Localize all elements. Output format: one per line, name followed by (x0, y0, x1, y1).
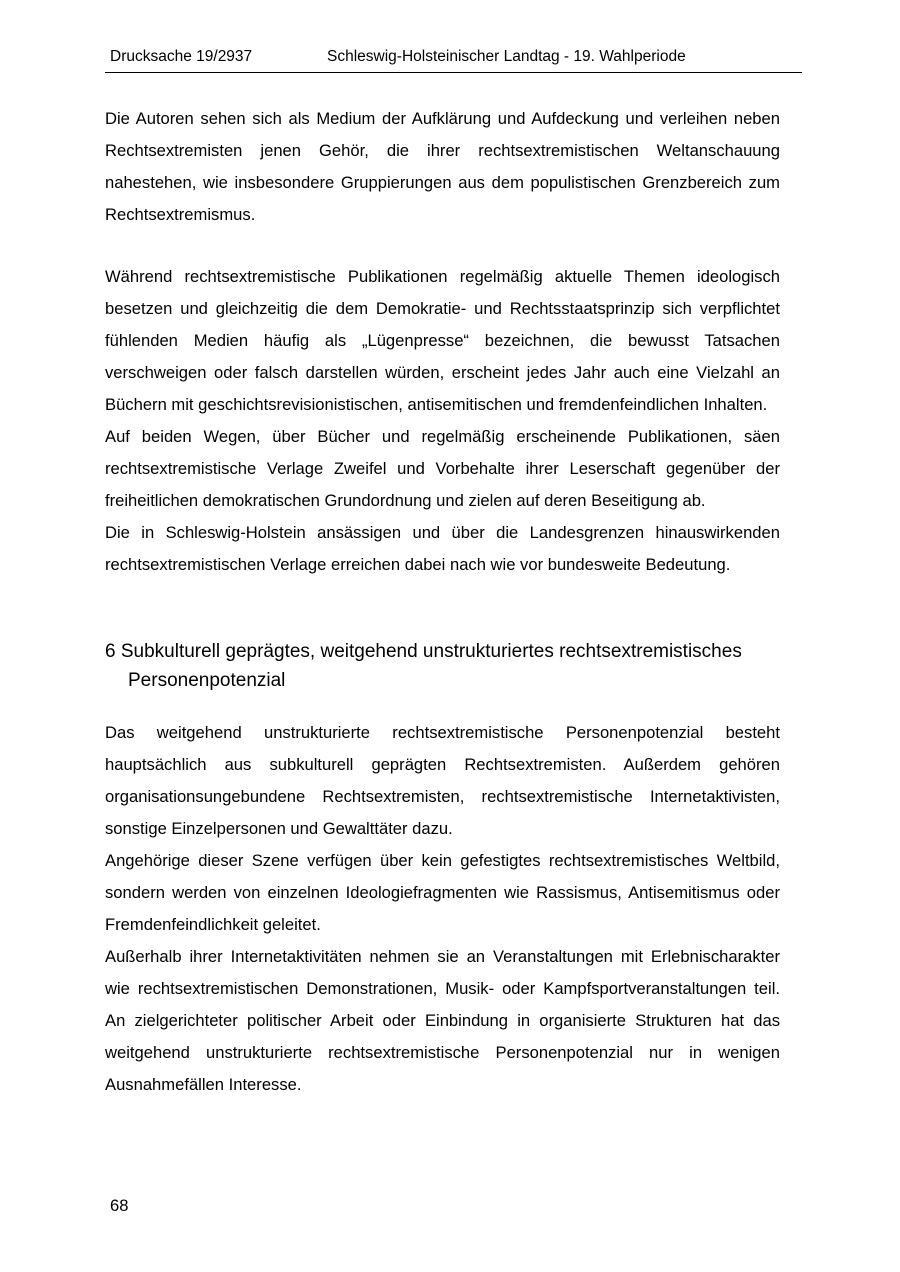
section-6-heading: 6 Subkulturell geprägtes, weitgehend unstrukturiertes rechtsextremistisches Personenpotenzial (105, 641, 742, 691)
section-heading-wrap (105, 637, 780, 695)
header-parliament-title: Schleswig-Holsteinischer Landtag - 19. Wahlperiode (327, 48, 686, 65)
header-drucksache-number: Drucksache 19/2937 (110, 48, 253, 65)
paragraph-publications-ideology: Während rechtsextremistische Publikationen regelmäßig aktuelle Themen ideologisch besetzen und gleichzeitig die dem Demokratie- und Rechtsstaatsprinzip sich verpflichtet fühlenden Medien häufig als „Lügenpresse“ bezeichnen, die bewusst Tatsachen verschweigen oder falsch darstellen würden, erscheint jedes Jahr auch eine Vielzahl an Büchern mit geschichtsrevisionistischen, antisemitischen und fremdenfeindlichen Inhalten. (105, 267, 780, 414)
running-head (105, 47, 780, 81)
paragraph-unstructured-potential: Das weitgehend unstrukturierte rechtsextremistische Personenpotenzial besteht hauptsächlich aus subkulturell geprägten Rechtsextremisten. Außerdem gehören organisationsungebundene Rechtsextremisten, rechtsextremistische Internetaktivisten, sonstige Einzelpersonen und Gewalttäter dazu. (105, 723, 780, 838)
page-content (105, 0, 780, 1101)
page-number: 68 (110, 1196, 129, 1215)
paragraph-schleswig-holstein-publishers: Die in Schleswig-Holstein ansässigen und über die Landesgrenzen hinauswirkenden rechtsextremistischen Verlage erreichen dabei nach wie vor bundesweite Bedeutung. (105, 523, 780, 574)
body-text (105, 103, 780, 1101)
header-rule (105, 72, 802, 73)
paragraph-scene-worldview: Angehörige dieser Szene verfügen über kein gefestigtes rechtsextremistisches Weltbild, sondern werden von einzelnen Ideologiefragmenten wie Rassismus, Antisemitismus oder Fremdenfeindlichkeit geleitet. (105, 851, 780, 934)
paragraph-events-outside-internet: Außerhalb ihrer Internetaktivitäten nehmen sie an Veranstaltungen mit Erlebnischarakter wie rechtsextremistischen Demonstrationen, Musik- oder Kampfsportveranstaltungen teil. An zielgerichteter politischer Arbeit oder Einbindung in organisierte Strukturen hat das weitgehend unstrukturierte rechtsextremistische Personenpotenzial nur in wenigen Ausnahmefällen Interesse. (105, 947, 780, 1094)
paragraph-authors-medium: Die Autoren sehen sich als Medium der Aufklärung und Aufdeckung und verleihen neben Rechtsextremisten jenen Gehör, die ihrer rechtsextremistischen Weltanschauung nahestehen, wie insbesondere Gruppierungen aus dem populistischen Grenzbereich zum Rechtsextremismus. (105, 109, 780, 224)
paragraph-both-ways-publishers: Auf beiden Wegen, über Bücher und regelmäßig erscheinende Publikationen, säen rechtsextremistische Verlage Zweifel und Vorbehalte ihrer Leserschaft gegenüber der freiheitlichen demokratischen Grundordnung und zielen auf deren Beseitigung ab. (105, 427, 780, 510)
